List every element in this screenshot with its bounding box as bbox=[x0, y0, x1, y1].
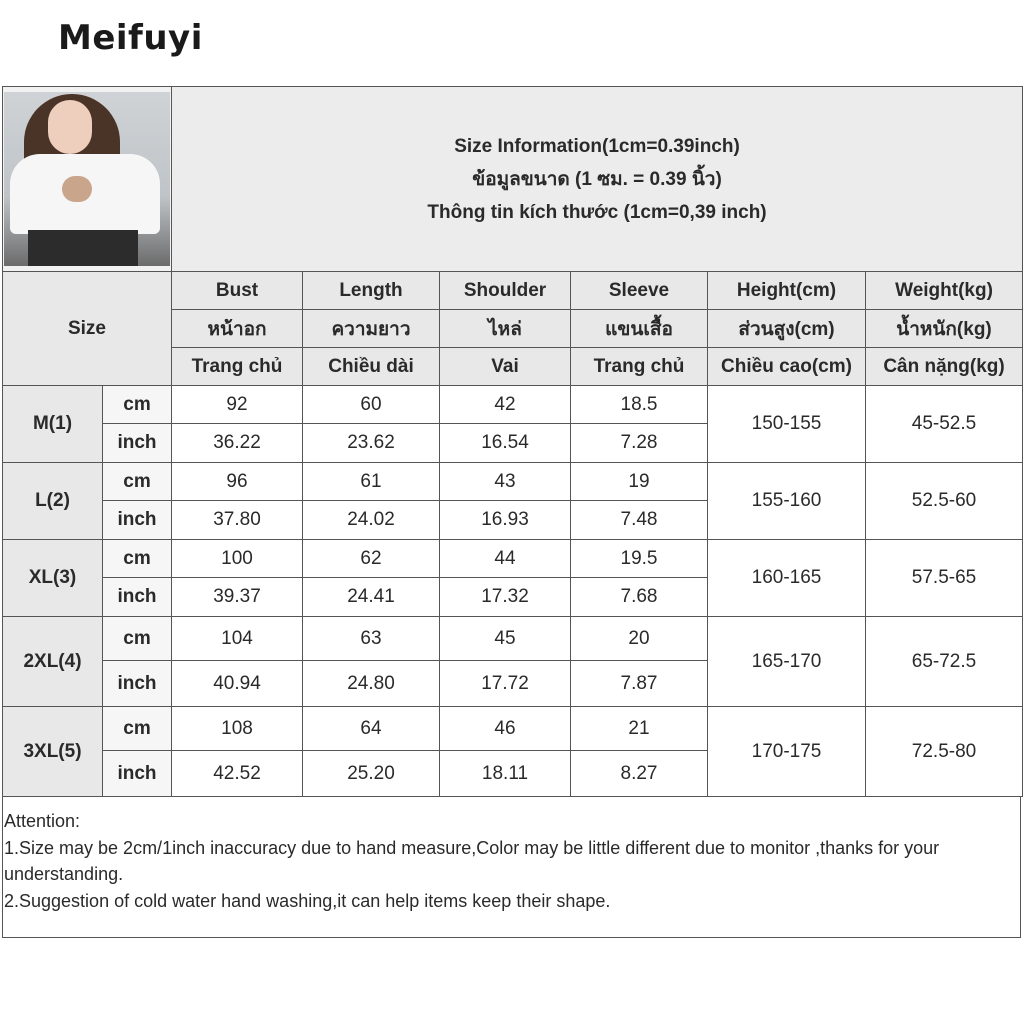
inch-value-cell: 24.02 bbox=[303, 501, 440, 540]
heading-english: Size Information(1cm=0.39inch) bbox=[454, 135, 740, 157]
heading-thai: ข้อมูลขนาด (1 ซม. = 0.39 นิ้ว) bbox=[472, 168, 722, 190]
size-row-label: L(2) bbox=[3, 463, 103, 540]
product-photo bbox=[4, 92, 170, 266]
cm-value-cell: 61 bbox=[303, 463, 440, 501]
cm-value-cell: 19 bbox=[571, 463, 708, 501]
weight-range-cell: 72.5-80 bbox=[866, 707, 1023, 797]
table-row bbox=[3, 463, 1023, 501]
cm-value-cell: 19.5 bbox=[571, 540, 708, 578]
unit-inch-label: inch bbox=[103, 501, 172, 540]
weight-range-cell: 45-52.5 bbox=[866, 386, 1023, 463]
inch-value-cell: 16.93 bbox=[440, 501, 571, 540]
unit-inch-label: inch bbox=[103, 578, 172, 617]
inch-value-cell: 7.68 bbox=[571, 578, 708, 617]
inch-value-cell: 42.52 bbox=[172, 751, 303, 797]
cm-value-cell: 43 bbox=[440, 463, 571, 501]
size-row-label: 2XL(4) bbox=[3, 617, 103, 707]
notes-heading: Attention: bbox=[4, 811, 81, 831]
cm-value-cell: 62 bbox=[303, 540, 440, 578]
size-row-label: M(1) bbox=[3, 386, 103, 463]
size-info-heading bbox=[172, 87, 1023, 272]
heading-vietnamese: Thông tin kích thước (1cm=0,39 inch) bbox=[427, 201, 767, 223]
cm-value-cell: 64 bbox=[303, 707, 440, 751]
cm-value-cell: 21 bbox=[571, 707, 708, 751]
col-bust-en: Bust bbox=[172, 272, 303, 310]
size-chart-table bbox=[2, 86, 1023, 797]
cm-value-cell: 60 bbox=[303, 386, 440, 424]
inch-value-cell: 8.27 bbox=[571, 751, 708, 797]
cm-value-cell: 108 bbox=[172, 707, 303, 751]
col-weight-en: Weight(kg) bbox=[866, 272, 1023, 310]
height-range-cell: 170-175 bbox=[708, 707, 866, 797]
cm-value-cell: 104 bbox=[172, 617, 303, 661]
inch-value-cell: 17.72 bbox=[440, 661, 571, 707]
notes-line-1: 1.Size may be 2cm/1inch inaccuracy due to hand measure,Color may be little different due to monitor ,thanks for your understanding. bbox=[4, 837, 940, 884]
cm-value-cell: 20 bbox=[571, 617, 708, 661]
col-length-th: ความยาว bbox=[303, 310, 440, 348]
cm-value-cell: 46 bbox=[440, 707, 571, 751]
col-sleeve-vi: Trang chủ bbox=[571, 348, 708, 386]
attention-notes bbox=[4, 808, 1014, 914]
col-bust-vi: Trang chủ bbox=[172, 348, 303, 386]
inch-value-cell: 37.80 bbox=[172, 501, 303, 540]
col-shoulder-th: ไหล่ bbox=[440, 310, 571, 348]
col-weight-vi: Cân nặng(kg) bbox=[866, 348, 1023, 386]
col-height-en: Height(cm) bbox=[708, 272, 866, 310]
cm-value-cell: 42 bbox=[440, 386, 571, 424]
height-range-cell: 165-170 bbox=[708, 617, 866, 707]
col-shoulder-en: Shoulder bbox=[440, 272, 571, 310]
height-range-cell: 150-155 bbox=[708, 386, 866, 463]
weight-range-cell: 52.5-60 bbox=[866, 463, 1023, 540]
cm-value-cell: 100 bbox=[172, 540, 303, 578]
size-row-label: 3XL(5) bbox=[3, 707, 103, 797]
inch-value-cell: 40.94 bbox=[172, 661, 303, 707]
unit-cm-label: cm bbox=[103, 540, 172, 578]
height-range-cell: 155-160 bbox=[708, 463, 866, 540]
table-row bbox=[3, 707, 1023, 751]
col-height-th: ส่วนสูง(cm) bbox=[708, 310, 866, 348]
col-shoulder-vi: Vai bbox=[440, 348, 571, 386]
col-length-vi: Chiều dài bbox=[303, 348, 440, 386]
inch-value-cell: 17.32 bbox=[440, 578, 571, 617]
cm-value-cell: 96 bbox=[172, 463, 303, 501]
col-height-vi: Chiều cao(cm) bbox=[708, 348, 866, 386]
inch-value-cell: 18.11 bbox=[440, 751, 571, 797]
unit-cm-label: cm bbox=[103, 617, 172, 661]
table-row bbox=[3, 617, 1023, 661]
unit-cm-label: cm bbox=[103, 707, 172, 751]
cm-value-cell: 63 bbox=[303, 617, 440, 661]
notes-line-2: 2.Suggestion of cold water hand washing,it can help items keep their shape. bbox=[4, 890, 611, 911]
table-row bbox=[3, 540, 1023, 578]
brand-logo-text: Meifuyi bbox=[58, 18, 203, 58]
weight-range-cell: 65-72.5 bbox=[866, 617, 1023, 707]
size-column-label: Size bbox=[3, 272, 172, 386]
inch-value-cell: 7.28 bbox=[571, 424, 708, 463]
unit-cm-label: cm bbox=[103, 463, 172, 501]
weight-range-cell: 57.5-65 bbox=[866, 540, 1023, 617]
inch-value-cell: 39.37 bbox=[172, 578, 303, 617]
unit-inch-label: inch bbox=[103, 661, 172, 707]
col-bust-th: หน้าอก bbox=[172, 310, 303, 348]
cm-value-cell: 18.5 bbox=[571, 386, 708, 424]
unit-inch-label: inch bbox=[103, 751, 172, 797]
inch-value-cell: 24.80 bbox=[303, 661, 440, 707]
inch-value-cell: 7.87 bbox=[571, 661, 708, 707]
height-range-cell: 160-165 bbox=[708, 540, 866, 617]
col-weight-th: น้ำหนัก(kg) bbox=[866, 310, 1023, 348]
inch-value-cell: 23.62 bbox=[303, 424, 440, 463]
cm-value-cell: 45 bbox=[440, 617, 571, 661]
inch-value-cell: 25.20 bbox=[303, 751, 440, 797]
size-row-label: XL(3) bbox=[3, 540, 103, 617]
col-sleeve-th: แขนเสื้อ bbox=[571, 310, 708, 348]
unit-cm-label: cm bbox=[103, 386, 172, 424]
inch-value-cell: 36.22 bbox=[172, 424, 303, 463]
product-photo-cell bbox=[3, 87, 172, 272]
table-row bbox=[3, 386, 1023, 424]
col-sleeve-en: Sleeve bbox=[571, 272, 708, 310]
inch-value-cell: 7.48 bbox=[571, 501, 708, 540]
bear-print-icon bbox=[62, 176, 92, 202]
inch-value-cell: 16.54 bbox=[440, 424, 571, 463]
cm-value-cell: 44 bbox=[440, 540, 571, 578]
unit-inch-label: inch bbox=[103, 424, 172, 463]
cm-value-cell: 92 bbox=[172, 386, 303, 424]
col-length-en: Length bbox=[303, 272, 440, 310]
inch-value-cell: 24.41 bbox=[303, 578, 440, 617]
